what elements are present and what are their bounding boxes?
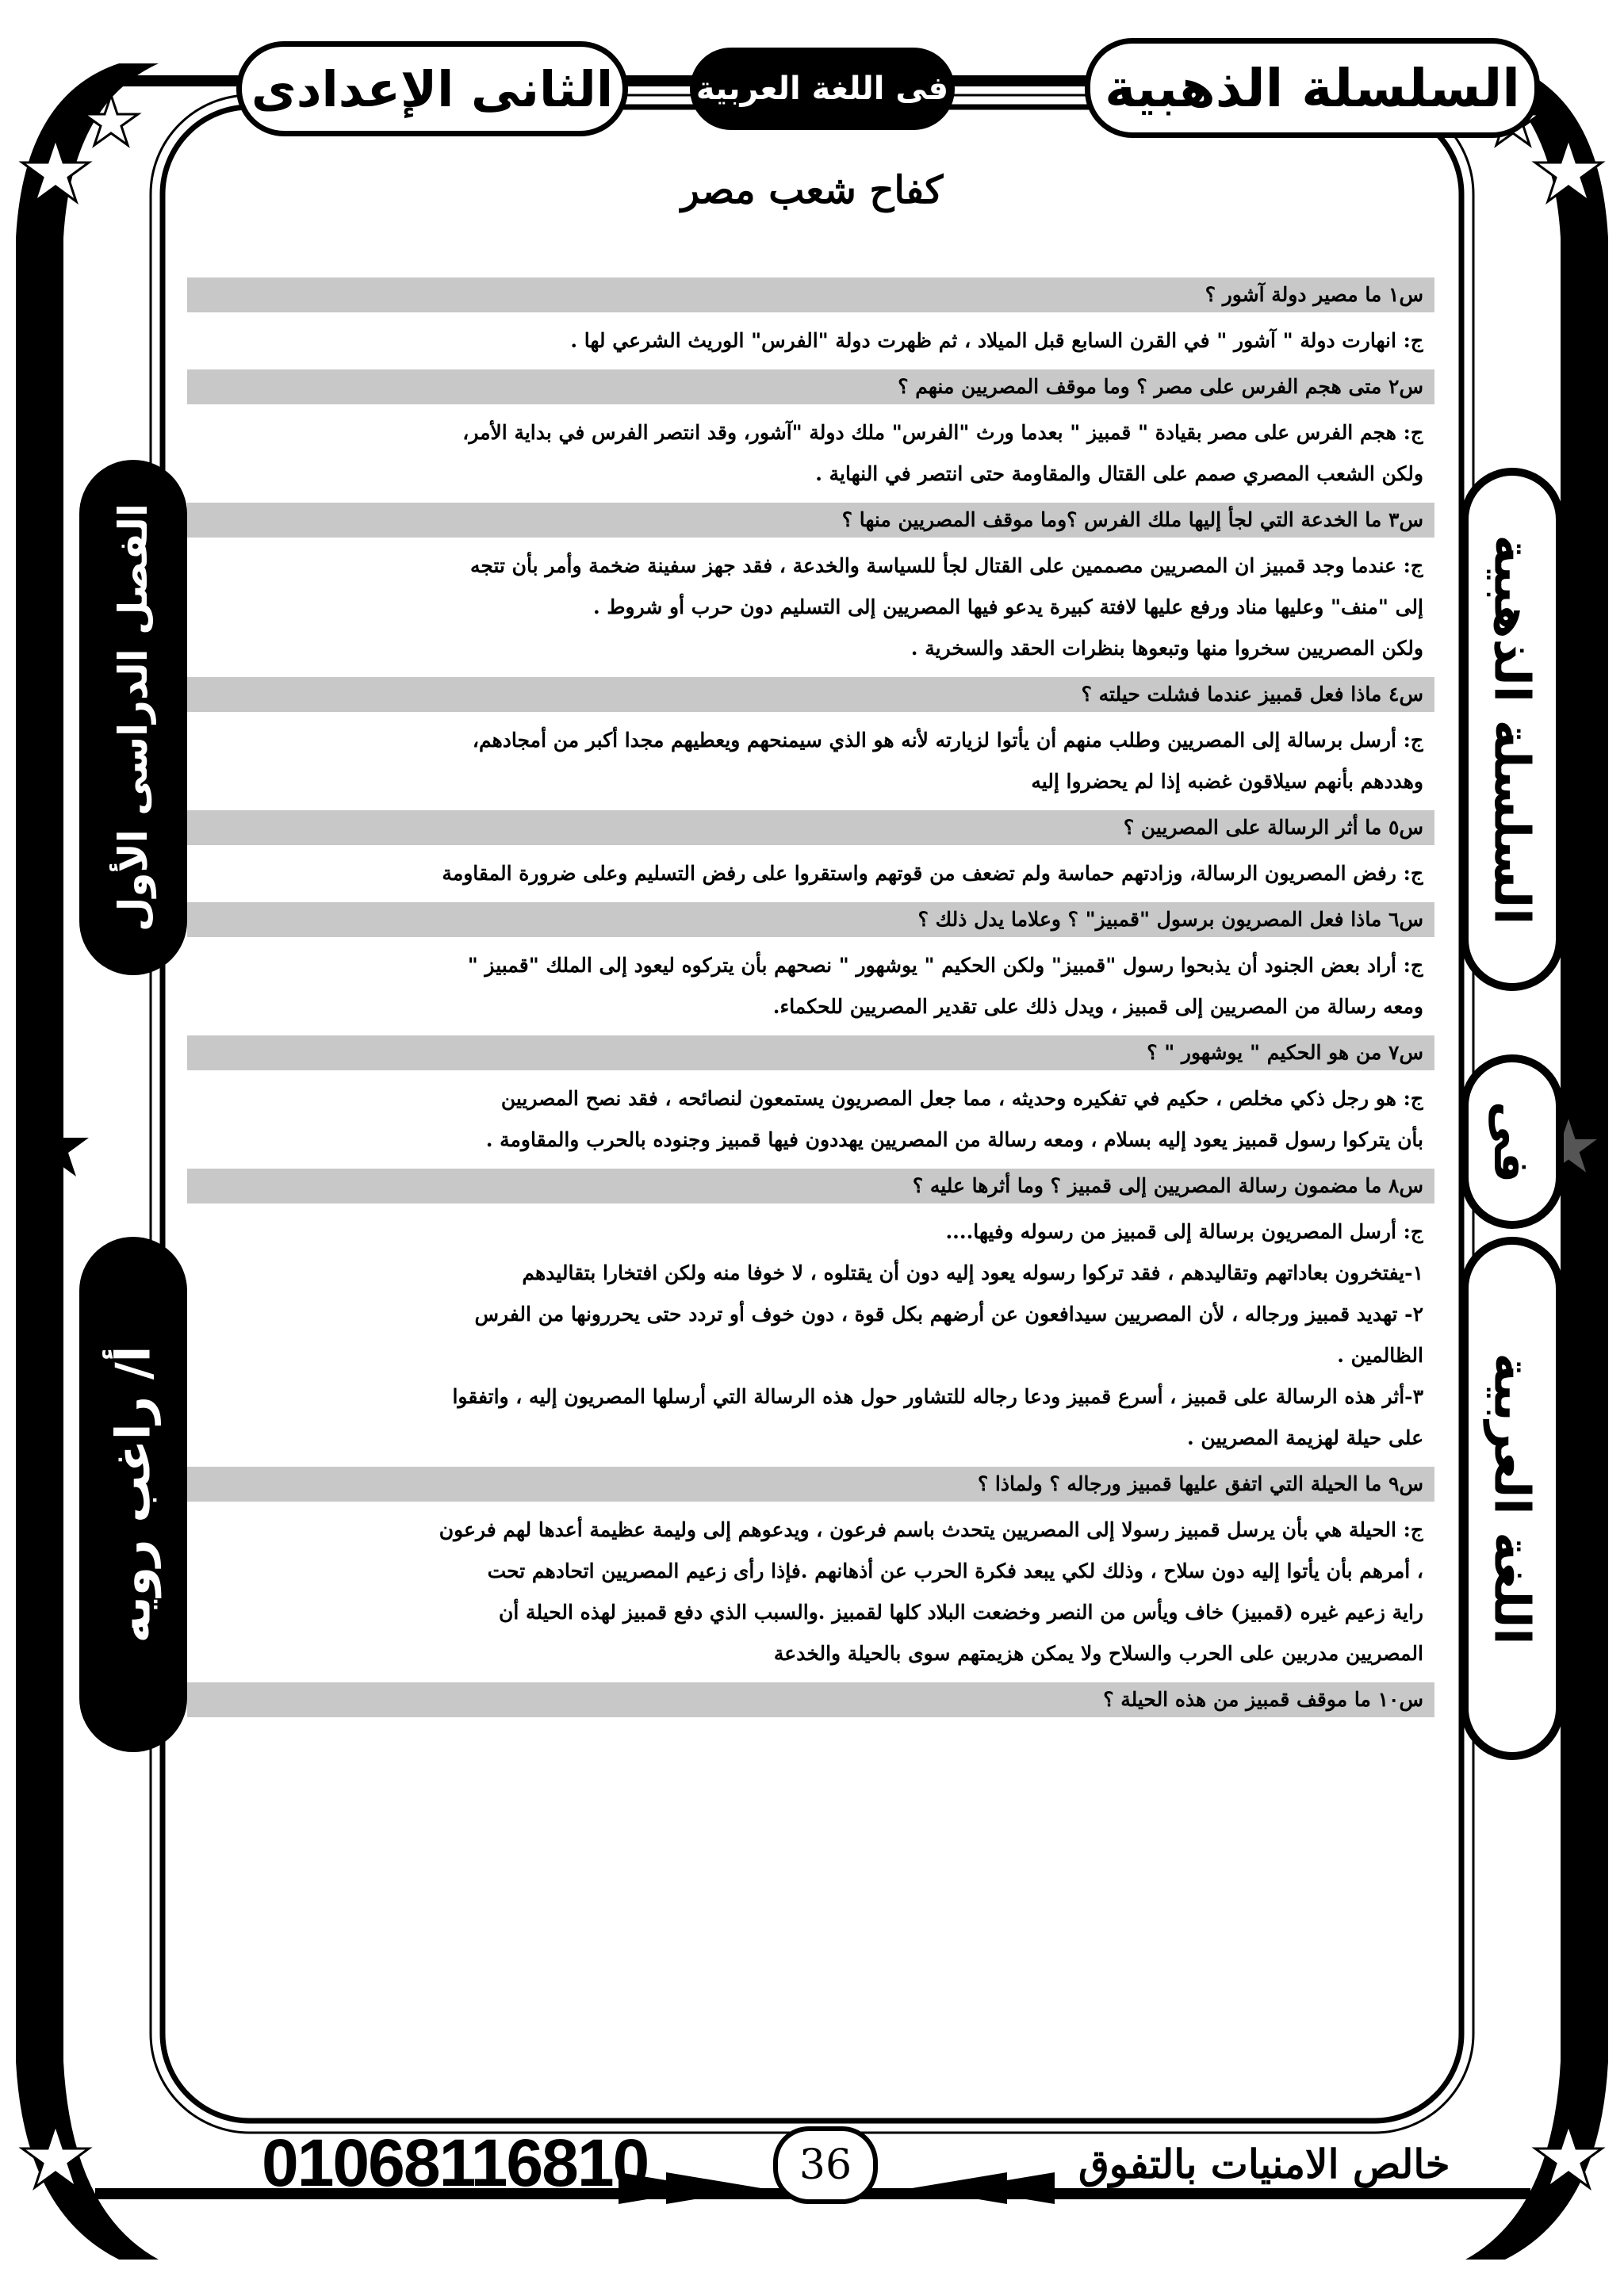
question-row: س١٠ ما موقف قمبيز من هذه الحيلة ؟ xyxy=(187,1681,1434,1717)
qa-content xyxy=(187,276,1434,1717)
answer-line: ، أمرهم بأن يأتوا إليه دون سلاح ، وذلك لكي يبعد فكرة الحرب عن أذهانهم .فإذا رأى زعيم المصريين اتحادهم تحت xyxy=(487,1559,1423,1583)
subject-vertical: اللغة العربية xyxy=(1483,1352,1542,1645)
answer-line: ج: انهارت دولة " آشور " في القرن السابع قبل الميلاد ، ثم ظهرت دولة "الفرس" الوريث الشرعي لها . xyxy=(570,329,1423,353)
question-row: س٦ ماذا فعل المصريون برسول "قمبيز" ؟ وعلاما يدل ذلك ؟ xyxy=(187,901,1434,937)
fi-side-box xyxy=(1461,1054,1564,1229)
question-row: س٣ ما الخدعة التي لجأ إليها ملك الفرس ؟وما موقف المصريين منها ؟ xyxy=(187,501,1434,538)
question-row: س٥ ما أثر الرسالة على المصريين ؟ xyxy=(187,809,1434,845)
answer-line: الظالمين . xyxy=(1337,1344,1423,1368)
question-row: س٢ متى هجم الفرس على مصر ؟ وما موقف المصريين منهم ؟ xyxy=(187,368,1434,404)
qa-item xyxy=(187,809,1434,901)
answer-block xyxy=(187,404,1434,501)
answer-line: ولكن الشعب المصري صمم على القتال والمقاومة حتى انتصر في النهاية . xyxy=(815,462,1423,486)
teacher-name: أ/ راغب رويه xyxy=(105,1345,161,1644)
qa-item xyxy=(187,501,1434,675)
answer-line: ج: هجم الفرس على مصر بقيادة " قمبيز " بعدما ورث "الفرس" ملك دولة "آشور، وقد انتصر الفرس في بداية الأمر، xyxy=(462,421,1423,445)
grade-label: الثانى الإعدادى xyxy=(251,59,614,118)
answer-line: المصريين مدربين على الحرب والسلاح ولا يمكن هزيمتهم سوى بالحيلة والخدعة xyxy=(773,1642,1423,1666)
answer-line: إلى "منف" وعليها مناد ورفع عليها لافتة كبيرة يدعو فيها المصريين إلى التسليم دون حرب أو شروط . xyxy=(592,595,1423,619)
qa-item xyxy=(187,1034,1434,1167)
answer-block xyxy=(187,1070,1434,1167)
answer-block xyxy=(187,312,1434,368)
answer-block xyxy=(187,1502,1434,1681)
answer-block xyxy=(187,845,1434,901)
subject-label: فى اللغة العربية xyxy=(695,71,949,107)
question-row: س٨ ما مضمون رسالة المصريين إلى قمبيز ؟ وما أثرها عليه ؟ xyxy=(187,1167,1434,1203)
answer-line: ٣-أثر هذه الرسالة على قمبيز ، أسرع قمبيز ودعا رجاله للتشاور حول هذه الرسالة التي أرسلها المصريون إليه ، واتفقوا xyxy=(452,1385,1423,1409)
answer-line: ولكن المصريين سخروا منها وتبعوها بنظرات الحقد والسخرية . xyxy=(910,637,1423,660)
answer-line: ج: عندما وجد قمبيز ان المصريين مصممين على القتال لجأ للسياسة والخدعة ، فقد جهز سفينة ضخمة وأمر بأن تتجه xyxy=(469,554,1423,578)
qa-item xyxy=(187,1167,1434,1465)
answer-line: ومعه رسالة من المصريين إلى قمبيز ، ويدل ذلك على تقدير المصريين للحكماء. xyxy=(772,995,1423,1019)
answer-block xyxy=(187,1203,1434,1465)
series-side-box xyxy=(1461,468,1564,991)
answer-line: بأن يتركوا رسول قمبيز يعود إليه بسلام ، ومعه رسالة من المصريين يهددون فيها قمبيز وجنوده بالحرب والمقاومة . xyxy=(485,1128,1423,1152)
subject-side-box xyxy=(1461,1237,1564,1760)
fi-vertical: فى xyxy=(1483,1100,1542,1183)
series-title: السلسلة الذهبية xyxy=(1105,57,1520,119)
subject-pill xyxy=(690,48,955,130)
answer-line: ج: رفض المصريون الرسالة، وزادتهم حماسة ولم تضعف من قوتهم واستقروا على رفض التسليم وعلى ضرورة المقاومة xyxy=(442,862,1423,886)
question-row: س٤ ماذا فعل قمبيز عندما فشلت حيلته ؟ xyxy=(187,675,1434,712)
term-side-box xyxy=(79,460,187,975)
answer-line: ج: هو رجل ذكي مخلص ، حكيم في تفكيره وحديثه ، مما جعل المصريون يستمعون لنصائحه ، فقد نصح المصريين xyxy=(500,1087,1423,1111)
qa-item xyxy=(187,1465,1434,1681)
answer-block xyxy=(187,538,1434,675)
question-row: س٧ من هو الحكيم " يوشهور " ؟ xyxy=(187,1034,1434,1070)
qa-item xyxy=(187,901,1434,1034)
answer-line: ٢- تهديد قمبيز ورجاله ، لأن المصريين سيدافعون عن أرضهم بكل قوة ، دون خوف أو تردد حتى يحررونها من الفرس xyxy=(474,1303,1423,1326)
lesson-title: كفاح شعب مصر xyxy=(680,168,944,212)
answer-line: وهددهم بأنهم سيلاقون غضبه إذا لم يحضروا إليه xyxy=(1031,770,1423,794)
answer-line: على حيلة لهزيمة المصريين . xyxy=(1187,1426,1423,1450)
answer-block xyxy=(187,712,1434,809)
answer-line: ج: الحيلة هي بأن يرسل قمبيز رسولا إلى المصريين يتحدث باسم فرعون ، ويدعوهم إلى وليمة عظيمة أعدها لهم فرعون xyxy=(439,1518,1423,1542)
term-label: الفصل الدراسى الأول xyxy=(110,503,157,932)
frame-left-band xyxy=(16,63,159,2260)
teacher-side-box xyxy=(79,1237,187,1752)
answer-block xyxy=(187,937,1434,1034)
qa-item xyxy=(187,276,1434,368)
grade-pill xyxy=(236,41,628,136)
answer-line: راية زعيم غيره (قمبيز) خاف ويأس من النصر وخضعت البلاد كلها لقمبيز .والسبب الذي دفع قمبيز لهذه الحيلة أن xyxy=(499,1601,1423,1624)
answer-line: ج: أرسل برسالة إلى المصريين وطلب منهم أن يأتوا لزيارته لأنه هو الذي سيمنحهم ويعطيهم مجدا أكبر من أمجادهم، xyxy=(472,729,1423,752)
series-title-pill xyxy=(1085,38,1540,138)
qa-item xyxy=(187,1681,1434,1717)
page-number: 36 xyxy=(773,2126,878,2204)
footer-wish: خالص الامنيات بالتفوق xyxy=(1078,2141,1450,2187)
answer-line: ج: أراد بعض الجنود أن يذبحوا رسول "قمبيز" ولكن الحكيم " يوشهور " نصحهم بأن يتركوه ليعود إلى الملك "قمبيز " xyxy=(467,954,1423,978)
question-row: س٩ ما الحيلة التي اتفق عليها قمبيز ورجاله ؟ ولماذا ؟ xyxy=(187,1465,1434,1502)
qa-item xyxy=(187,675,1434,809)
answer-line: ج: أرسل المصريون برسالة إلى قمبيز من رسوله وفيها.... xyxy=(945,1220,1423,1244)
question-row: س١ ما مصير دولة آشور ؟ xyxy=(187,276,1434,312)
qa-item xyxy=(187,368,1434,501)
phone-number: 01068116810 xyxy=(262,2126,649,2200)
answer-line: ١-يفتخرون بعاداتهم وتقاليدهم ، فقد تركوا رسوله يعود إليه دون أن يقتلوه ، لا خوفا منه ولكن افتخارا بتقاليدهم xyxy=(522,1261,1423,1285)
series-vertical: السلسلة الذهبية xyxy=(1483,534,1542,925)
